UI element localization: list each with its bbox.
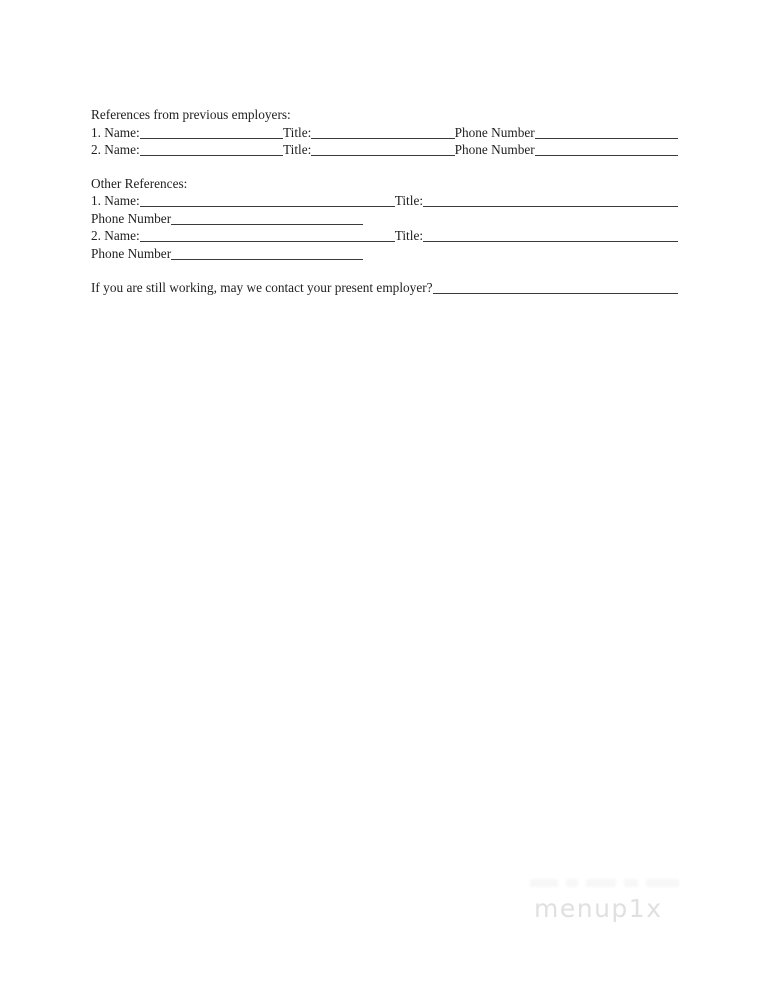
reference-row (91, 227, 678, 245)
tagline-blob (646, 879, 679, 887)
title-blank-line (311, 152, 454, 156)
watermark-brand: menup1x (534, 894, 663, 923)
answer-blank-line (433, 290, 678, 294)
menupix-watermark (528, 876, 688, 928)
name-label: 2. Name: (91, 142, 140, 157)
question-text: If you are still working, may we contact your present employer? (91, 280, 433, 295)
name-label: 2. Name: (91, 228, 140, 243)
phone-blank-line (171, 256, 363, 260)
name-label: 1. Name: (91, 193, 140, 208)
name-blank-line (140, 152, 283, 156)
watermark-tagline-illegible (530, 879, 679, 887)
title-blank-line (423, 203, 678, 207)
phone-label: Phone Number (454, 142, 535, 157)
title-label: Title: (394, 193, 424, 208)
name-blank-line (140, 135, 283, 139)
tagline-blob (530, 879, 558, 887)
present-employer-question (91, 279, 678, 297)
reference-row (91, 124, 678, 142)
title-blank-line (423, 238, 678, 242)
section-other-references (91, 175, 678, 263)
name-label: 1. Name: (91, 124, 140, 140)
title-blank-line (311, 135, 454, 139)
form-content (91, 106, 678, 297)
reference-row (91, 192, 678, 210)
phone-label: Phone Number (91, 210, 172, 226)
reference-row (91, 141, 678, 159)
phone-blank-line (535, 152, 678, 156)
title-label: Title: (394, 228, 424, 243)
tagline-blob (624, 879, 638, 887)
phone-row (91, 210, 678, 228)
tagline-blob (586, 879, 616, 887)
phone-row (91, 245, 678, 263)
phone-label: Phone Number (454, 124, 535, 140)
title-label: Title: (283, 124, 312, 140)
title-label: Title: (283, 142, 312, 157)
name-blank-line (140, 238, 395, 242)
name-blank-line (140, 203, 395, 207)
section-previous-employers (91, 106, 678, 159)
phone-label: Phone Number (91, 245, 172, 261)
phone-blank-line (535, 135, 678, 139)
section-heading (91, 106, 678, 124)
section-heading (91, 175, 678, 193)
tagline-blob (566, 879, 578, 887)
other-references-heading: Other References: (91, 175, 188, 191)
previous-employers-heading: References from previous employers: (91, 107, 291, 122)
phone-blank-line (171, 221, 363, 225)
